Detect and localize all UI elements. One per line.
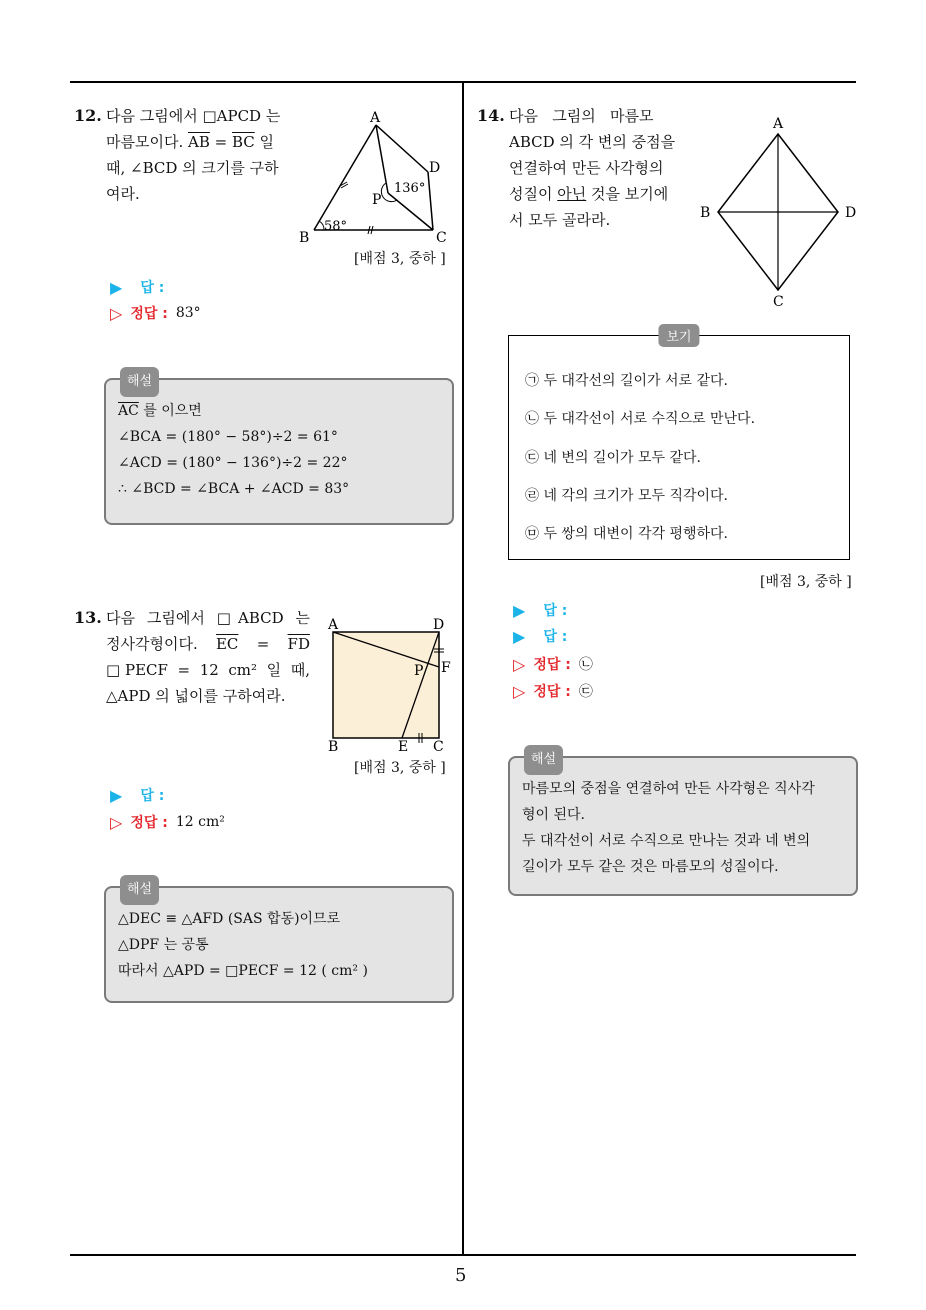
q14-bogi-tag: 보기 <box>658 324 699 347</box>
q12-correct-label: 정답 : <box>130 306 168 322</box>
q12-solution-line1: $\overline{AC}$ 를 이으면 <box>118 403 202 419</box>
q12-solution-line3: ∠ACD = (180° − 136°)÷2 = 22° <box>118 455 348 471</box>
q14-label-c: C <box>773 294 784 310</box>
q14-answer-row <box>513 600 567 620</box>
q13-correct-label: 정답 : <box>130 815 168 831</box>
q13-line3: □PECF = 12 cm² 일 때, <box>106 661 310 679</box>
q12-label-b: B <box>299 230 310 246</box>
q14-line2: ABCD 의 각 변의 중점을 <box>509 133 676 151</box>
answer-arrow-icon: ▶ <box>110 785 123 805</box>
q14-line5: 서 모두 골라라. <box>509 211 611 229</box>
q14-bogi-item: ㉣ 네 각의 크기가 모두 직각이다. <box>525 488 728 504</box>
q13-label-a: A <box>328 617 339 633</box>
q14-solution-box <box>508 752 858 896</box>
q13-correct-value: 12 cm² <box>175 814 225 830</box>
q14-number: 14. <box>477 106 505 125</box>
q13-line2: 정사각형이다. $\overline{EC}$ = $\overline{FD}$ <box>106 635 310 653</box>
q14-answer-label: 답 : <box>543 603 568 619</box>
q14-answer-row <box>513 626 567 646</box>
q13-solution-tag: 해설 <box>120 875 159 905</box>
q12-solution-line2: ∠BCA = (180° − 58°)÷2 = 61° <box>118 429 338 445</box>
q12-label-a: A <box>370 110 381 126</box>
q14-correct-row <box>513 681 593 701</box>
q14-label-d: D <box>845 205 857 221</box>
q13-number: 13. <box>74 608 102 627</box>
q12-line2: 마름모이다. $\overline{AB} = \overline{BC}$ 일 <box>106 133 275 151</box>
q12-answer-row <box>110 277 164 297</box>
q13-answer-label: 답 : <box>140 788 165 804</box>
q14-label-b: B <box>700 205 711 221</box>
q13-figure <box>322 612 457 757</box>
correct-arrow-icon: ▷ <box>513 654 526 674</box>
q12-correct-row <box>110 303 201 323</box>
q13-solution-line2: △DPF 는 공통 <box>118 937 209 953</box>
correct-arrow-icon: ▷ <box>110 303 123 323</box>
q12-score: [배점 3, 중하 ] <box>354 251 446 267</box>
q12-line1: 다음 그림에서 □APCD 는 <box>106 107 281 125</box>
q14-bogi-item: ㉠ 두 대각선의 길이가 서로 같다. <box>525 373 728 389</box>
correct-arrow-icon: ▷ <box>513 681 526 701</box>
q14-bogi-box <box>508 330 850 560</box>
answer-arrow-icon: ▶ <box>513 626 526 646</box>
q14-bogi-item: ㉤ 두 쌍의 대변이 각각 평행하다. <box>525 526 728 542</box>
q13-solution-line1: △DEC ≡ △AFD (SAS 합동)이므로 <box>118 911 341 927</box>
q12-label-p: P <box>372 192 382 208</box>
q14-correct-label: 정답 : <box>533 657 571 673</box>
bottom-rule <box>70 1254 856 1256</box>
q13-correct-row <box>110 812 225 832</box>
q14-correct-label: 정답 : <box>533 684 571 700</box>
q13-label-b: B <box>328 739 339 755</box>
q14-solution-line4: 길이가 모두 같은 것은 마름모의 성질이다. <box>522 859 779 875</box>
q13-score: [배점 3, 중하 ] <box>354 760 446 776</box>
q13-label-p: P <box>414 663 424 679</box>
q14-line4: 성질이 아닌 것을 보기에 <box>509 185 669 203</box>
q13-line1: 다음 그림에서 □ABCD 는 <box>106 609 310 627</box>
q13-solution-line3: 따라서 △APD = □PECF = 12 ( cm² ) <box>118 963 368 979</box>
q14-figure <box>695 110 865 310</box>
q12-solution-tag: 해설 <box>120 367 159 397</box>
q13-label-c: C <box>433 739 444 755</box>
q13-answer-row <box>110 785 164 805</box>
q14-answer-label: 답 : <box>543 629 568 645</box>
q12-line3: 때, ∠BCD 의 크기를 구하 <box>106 159 279 177</box>
q14-solution-line2: 형이 된다. <box>522 807 585 823</box>
q14-solution-tag: 해설 <box>524 745 563 775</box>
q14-line1: 다음 그림의 마름모 <box>509 107 654 125</box>
q14-solution-line3: 두 대각선이 서로 수직으로 만나는 것과 네 변의 <box>522 833 811 849</box>
answer-arrow-icon: ▶ <box>110 277 123 297</box>
q12-angle-b: 58° <box>324 219 348 234</box>
q13-label-f: F <box>441 660 451 676</box>
q12-angle-p: 136° <box>394 181 426 196</box>
q14-correct-row <box>513 654 593 674</box>
page-number: 5 <box>455 1265 467 1286</box>
q12-answer-label: 답 : <box>140 280 165 296</box>
q14-bogi-item: ㉡ 두 대각선이 서로 수직으로 만난다. <box>525 411 756 427</box>
correct-arrow-icon: ▷ <box>110 812 123 832</box>
q14-correct-value: ㉡ <box>578 657 593 673</box>
q12-solution-line4: ∴ ∠BCD = ∠BCA + ∠ACD = 83° <box>118 481 350 497</box>
q13-line4: △APD 의 넓이를 구하여라. <box>106 687 286 705</box>
q12-correct-value: 83° <box>175 305 201 321</box>
q14-text <box>509 103 679 233</box>
q14-bogi-item: ㉢ 네 변의 길이가 모두 같다. <box>525 450 701 466</box>
q12-text <box>106 103 286 207</box>
q14-line3: 연결하여 만든 사각형의 <box>509 159 664 177</box>
q14-score: [배점 3, 중하 ] <box>760 574 852 590</box>
q13-text <box>106 605 310 709</box>
q12-solution-box <box>104 374 454 525</box>
q14-label-a: A <box>773 116 784 132</box>
answer-arrow-icon: ▶ <box>513 600 526 620</box>
q12-label-c: C <box>436 230 447 246</box>
q13-label-e: E <box>398 739 409 755</box>
column-divider <box>462 81 464 1256</box>
q14-correct-value: ㉢ <box>578 684 593 700</box>
q12-number: 12. <box>74 106 102 125</box>
q13-solution-box <box>104 882 454 1003</box>
q13-label-d: D <box>433 617 445 633</box>
q12-line4: 여라. <box>106 185 140 203</box>
q12-figure <box>290 108 460 248</box>
q12-label-d: D <box>429 160 441 176</box>
q14-solution-line1: 마름모의 중점을 연결하여 만든 사각형은 직사각 <box>522 781 815 797</box>
